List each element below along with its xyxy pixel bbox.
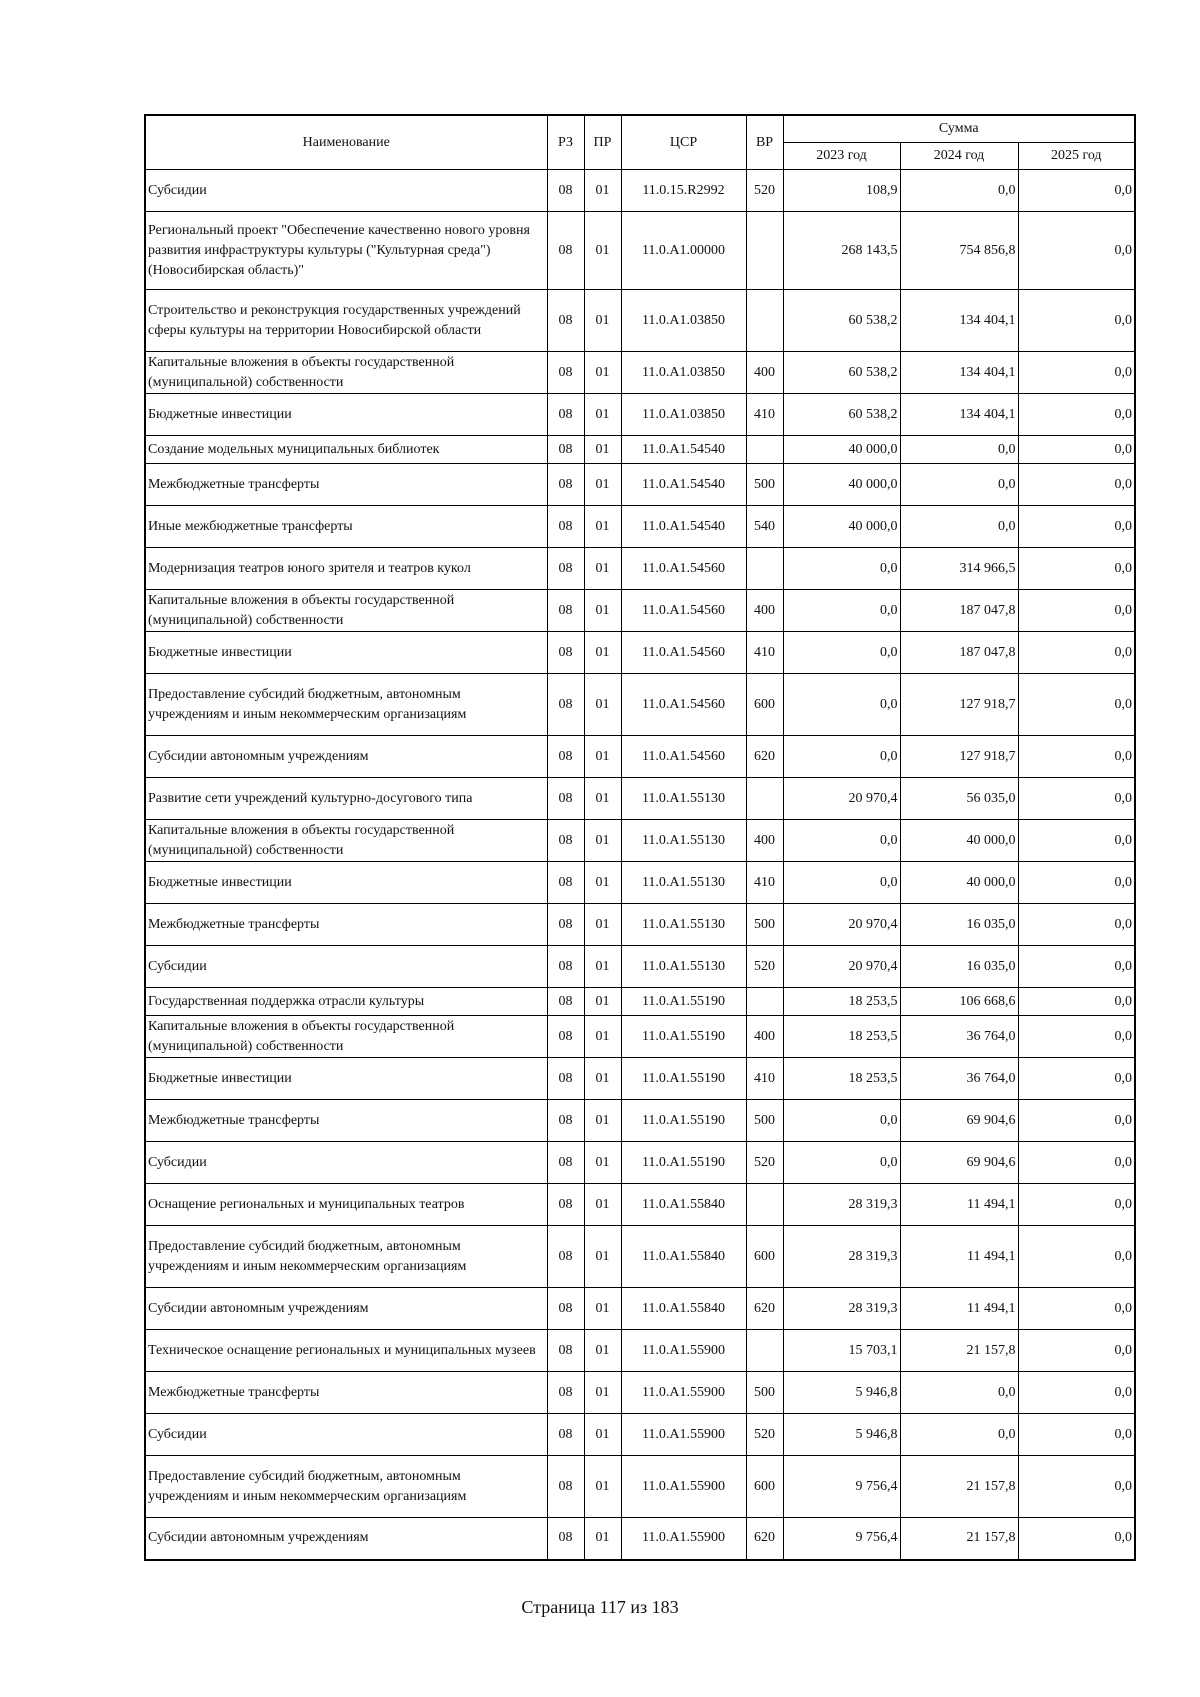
- table-body: [145, 170, 1135, 1560]
- table-row: [145, 674, 1135, 736]
- cell-csr: 11.0.A1.55130: [621, 862, 746, 904]
- cell-2023: 60 538,2: [783, 290, 900, 352]
- cell-2025: 0,0: [1018, 1456, 1135, 1518]
- cell-rz: 08: [547, 1288, 584, 1330]
- cell-rz: 08: [547, 212, 584, 290]
- cell-csr: 11.0.A1.00000: [621, 212, 746, 290]
- cell-pr: 01: [584, 1414, 621, 1456]
- cell-csr: 11.0.A1.54560: [621, 590, 746, 632]
- table-row: [145, 352, 1135, 394]
- cell-csr: 11.0.A1.55900: [621, 1372, 746, 1414]
- header-csr: ЦСР: [621, 115, 746, 170]
- cell-2024: 314 966,5: [900, 548, 1018, 590]
- cell-2024: 0,0: [900, 506, 1018, 548]
- cell-vr: 620: [746, 1288, 783, 1330]
- cell-pr: 01: [584, 436, 621, 464]
- cell-2025: 0,0: [1018, 548, 1135, 590]
- cell-name: Межбюджетные трансферты: [145, 1100, 547, 1142]
- cell-name: Развитие сети учреждений культурно-досугового типа: [145, 778, 547, 820]
- cell-vr: 500: [746, 1372, 783, 1414]
- cell-name: Капитальные вложения в объекты государственной (муниципальной) собственности: [145, 352, 547, 394]
- cell-pr: 01: [584, 212, 621, 290]
- cell-2023: 40 000,0: [783, 464, 900, 506]
- cell-name: Региональный проект "Обеспечение качественно нового уровня развития инфраструктуры культуры ("Культурная среда") (Новосибирская область)": [145, 212, 547, 290]
- cell-pr: 01: [584, 1518, 621, 1560]
- table-row: [145, 1518, 1135, 1560]
- cell-rz: 08: [547, 1100, 584, 1142]
- table-row: [145, 506, 1135, 548]
- cell-2025: 0,0: [1018, 1100, 1135, 1142]
- table-row: [145, 1226, 1135, 1288]
- cell-2024: 69 904,6: [900, 1142, 1018, 1184]
- cell-pr: 01: [584, 1184, 621, 1226]
- cell-2023: 18 253,5: [783, 1016, 900, 1058]
- cell-2024: 0,0: [900, 1372, 1018, 1414]
- table-row: [145, 1288, 1135, 1330]
- cell-2024: 127 918,7: [900, 736, 1018, 778]
- cell-vr: 520: [746, 1414, 783, 1456]
- cell-pr: 01: [584, 1058, 621, 1100]
- header-year-2023: 2023 год: [783, 143, 900, 170]
- cell-name: Капитальные вложения в объекты государственной (муниципальной) собственности: [145, 1016, 547, 1058]
- cell-2025: 0,0: [1018, 632, 1135, 674]
- cell-csr: 11.0.15.R2992: [621, 170, 746, 212]
- table-row: [145, 1330, 1135, 1372]
- cell-pr: 01: [584, 352, 621, 394]
- cell-2025: 0,0: [1018, 988, 1135, 1016]
- cell-csr: 11.0.A1.03850: [621, 290, 746, 352]
- cell-2025: 0,0: [1018, 1288, 1135, 1330]
- cell-vr: 520: [746, 1142, 783, 1184]
- cell-pr: 01: [584, 736, 621, 778]
- cell-vr: 500: [746, 1100, 783, 1142]
- table-row: [145, 464, 1135, 506]
- cell-csr: 11.0.A1.55840: [621, 1184, 746, 1226]
- table-row: [145, 1100, 1135, 1142]
- cell-2023: 15 703,1: [783, 1330, 900, 1372]
- cell-2025: 0,0: [1018, 1414, 1135, 1456]
- cell-2024: 56 035,0: [900, 778, 1018, 820]
- cell-vr: 520: [746, 170, 783, 212]
- cell-rz: 08: [547, 1518, 584, 1560]
- cell-pr: 01: [584, 674, 621, 736]
- cell-name: Предоставление субсидий бюджетным, автономным учреждениям и иным некоммерческим организациям: [145, 1456, 547, 1518]
- cell-2024: 16 035,0: [900, 946, 1018, 988]
- cell-csr: 11.0.A1.54560: [621, 736, 746, 778]
- cell-pr: 01: [584, 290, 621, 352]
- cell-rz: 08: [547, 464, 584, 506]
- cell-csr: 11.0.A1.54540: [621, 464, 746, 506]
- cell-rz: 08: [547, 820, 584, 862]
- cell-2024: 16 035,0: [900, 904, 1018, 946]
- cell-name: Бюджетные инвестиции: [145, 862, 547, 904]
- cell-vr: [746, 1184, 783, 1226]
- cell-2023: 9 756,4: [783, 1456, 900, 1518]
- cell-name: Бюджетные инвестиции: [145, 632, 547, 674]
- cell-2025: 0,0: [1018, 904, 1135, 946]
- cell-name: Субсидии: [145, 946, 547, 988]
- header-name: Наименование: [145, 115, 547, 170]
- table-row: [145, 1058, 1135, 1100]
- cell-pr: 01: [584, 1016, 621, 1058]
- cell-name: Субсидии автономным учреждениям: [145, 1518, 547, 1560]
- cell-rz: 08: [547, 290, 584, 352]
- cell-rz: 08: [547, 1330, 584, 1372]
- cell-name: Государственная поддержка отрасли культуры: [145, 988, 547, 1016]
- cell-rz: 08: [547, 1226, 584, 1288]
- cell-2023: 28 319,3: [783, 1184, 900, 1226]
- cell-2023: 0,0: [783, 674, 900, 736]
- cell-2023: 0,0: [783, 548, 900, 590]
- table-row: [145, 212, 1135, 290]
- cell-2023: 0,0: [783, 1142, 900, 1184]
- cell-2023: 20 970,4: [783, 946, 900, 988]
- cell-rz: 08: [547, 1184, 584, 1226]
- cell-2024: 0,0: [900, 436, 1018, 464]
- table-row: [145, 548, 1135, 590]
- cell-2023: 5 946,8: [783, 1372, 900, 1414]
- cell-2023: 9 756,4: [783, 1518, 900, 1560]
- table-row: [145, 862, 1135, 904]
- cell-vr: 600: [746, 1226, 783, 1288]
- cell-csr: 11.0.A1.55900: [621, 1414, 746, 1456]
- cell-pr: 01: [584, 170, 621, 212]
- cell-2023: 5 946,8: [783, 1414, 900, 1456]
- cell-2023: 60 538,2: [783, 394, 900, 436]
- cell-vr: [746, 1330, 783, 1372]
- cell-name: Капитальные вложения в объекты государственной (муниципальной) собственности: [145, 590, 547, 632]
- cell-2023: 20 970,4: [783, 904, 900, 946]
- table-row: [145, 904, 1135, 946]
- table-row: [145, 1456, 1135, 1518]
- cell-name: Предоставление субсидий бюджетным, автономным учреждениям и иным некоммерческим организациям: [145, 1226, 547, 1288]
- cell-name: Предоставление субсидий бюджетным, автономным учреждениям и иным некоммерческим организациям: [145, 674, 547, 736]
- cell-pr: 01: [584, 590, 621, 632]
- cell-rz: 08: [547, 436, 584, 464]
- cell-pr: 01: [584, 394, 621, 436]
- cell-rz: 08: [547, 674, 584, 736]
- cell-pr: 01: [584, 548, 621, 590]
- cell-vr: 500: [746, 904, 783, 946]
- cell-name: Межбюджетные трансферты: [145, 904, 547, 946]
- page-number: Страница 117 из 183: [521, 1597, 679, 1617]
- cell-pr: 01: [584, 862, 621, 904]
- cell-csr: 11.0.A1.55190: [621, 988, 746, 1016]
- cell-2024: 0,0: [900, 1414, 1018, 1456]
- cell-csr: 11.0.A1.54540: [621, 436, 746, 464]
- cell-2024: 11 494,1: [900, 1184, 1018, 1226]
- table-row: [145, 1184, 1135, 1226]
- cell-csr: 11.0.A1.55900: [621, 1518, 746, 1560]
- cell-2023: 60 538,2: [783, 352, 900, 394]
- cell-2024: 134 404,1: [900, 290, 1018, 352]
- cell-vr: [746, 436, 783, 464]
- cell-name: Капитальные вложения в объекты государственной (муниципальной) собственности: [145, 820, 547, 862]
- cell-rz: 08: [547, 1372, 584, 1414]
- cell-2025: 0,0: [1018, 1372, 1135, 1414]
- cell-2025: 0,0: [1018, 506, 1135, 548]
- table-row: [145, 394, 1135, 436]
- cell-2025: 0,0: [1018, 946, 1135, 988]
- cell-2023: 40 000,0: [783, 436, 900, 464]
- cell-name: Бюджетные инвестиции: [145, 394, 547, 436]
- cell-pr: 01: [584, 632, 621, 674]
- table-row: [145, 590, 1135, 632]
- cell-2023: 268 143,5: [783, 212, 900, 290]
- header-year-2024: 2024 год: [900, 143, 1018, 170]
- cell-2025: 0,0: [1018, 212, 1135, 290]
- cell-csr: 11.0.A1.54560: [621, 674, 746, 736]
- cell-vr: 400: [746, 1016, 783, 1058]
- cell-vr: 520: [746, 946, 783, 988]
- cell-2025: 0,0: [1018, 590, 1135, 632]
- cell-vr: 600: [746, 1456, 783, 1518]
- cell-pr: 01: [584, 820, 621, 862]
- cell-2025: 0,0: [1018, 1016, 1135, 1058]
- header-pr: ПР: [584, 115, 621, 170]
- cell-2024: 187 047,8: [900, 632, 1018, 674]
- cell-csr: 11.0.A1.55900: [621, 1456, 746, 1518]
- cell-name: Субсидии: [145, 170, 547, 212]
- cell-pr: 01: [584, 1330, 621, 1372]
- cell-rz: 08: [547, 590, 584, 632]
- cell-vr: 400: [746, 352, 783, 394]
- cell-rz: 08: [547, 1414, 584, 1456]
- cell-2025: 0,0: [1018, 1058, 1135, 1100]
- cell-vr: 400: [746, 590, 783, 632]
- cell-2024: 21 157,8: [900, 1330, 1018, 1372]
- table-row: [145, 946, 1135, 988]
- table-row: [145, 988, 1135, 1016]
- cell-2024: 40 000,0: [900, 862, 1018, 904]
- cell-rz: 08: [547, 548, 584, 590]
- cell-2025: 0,0: [1018, 290, 1135, 352]
- cell-rz: 08: [547, 394, 584, 436]
- cell-2023: 0,0: [783, 632, 900, 674]
- table-row: [145, 1414, 1135, 1456]
- table-row: [145, 170, 1135, 212]
- cell-csr: 11.0.A1.55130: [621, 904, 746, 946]
- cell-name: Создание модельных муниципальных библиотек: [145, 436, 547, 464]
- cell-rz: 08: [547, 736, 584, 778]
- cell-2025: 0,0: [1018, 394, 1135, 436]
- cell-vr: 410: [746, 862, 783, 904]
- cell-2025: 0,0: [1018, 862, 1135, 904]
- cell-vr: [746, 212, 783, 290]
- cell-pr: 01: [584, 1288, 621, 1330]
- cell-name: Оснащение региональных и муниципальных театров: [145, 1184, 547, 1226]
- cell-2023: 0,0: [783, 820, 900, 862]
- cell-name: Субсидии автономным учреждениям: [145, 736, 547, 778]
- table-row: [145, 820, 1135, 862]
- cell-vr: 410: [746, 632, 783, 674]
- cell-name: Субсидии автономным учреждениям: [145, 1288, 547, 1330]
- cell-2025: 0,0: [1018, 778, 1135, 820]
- cell-vr: [746, 548, 783, 590]
- table-row: [145, 632, 1135, 674]
- cell-rz: 08: [547, 1016, 584, 1058]
- cell-pr: 01: [584, 988, 621, 1016]
- table-row: [145, 778, 1135, 820]
- table-row: [145, 736, 1135, 778]
- cell-2023: 18 253,5: [783, 988, 900, 1016]
- cell-rz: 08: [547, 946, 584, 988]
- budget-table: [144, 114, 1136, 1561]
- cell-csr: 11.0.A1.55130: [621, 778, 746, 820]
- cell-name: Субсидии: [145, 1414, 547, 1456]
- cell-csr: 11.0.A1.55190: [621, 1058, 746, 1100]
- cell-2025: 0,0: [1018, 436, 1135, 464]
- cell-pr: 01: [584, 904, 621, 946]
- cell-2024: 40 000,0: [900, 820, 1018, 862]
- cell-name: Строительство и реконструкция государственных учреждений сферы культуры на территории Новосибирской области: [145, 290, 547, 352]
- cell-2024: 36 764,0: [900, 1016, 1018, 1058]
- cell-2023: 0,0: [783, 590, 900, 632]
- table-row: [145, 436, 1135, 464]
- cell-2025: 0,0: [1018, 1330, 1135, 1372]
- cell-2025: 0,0: [1018, 820, 1135, 862]
- table-row: [145, 1372, 1135, 1414]
- cell-2023: 40 000,0: [783, 506, 900, 548]
- cell-vr: 600: [746, 674, 783, 736]
- cell-2025: 0,0: [1018, 170, 1135, 212]
- cell-2025: 0,0: [1018, 1142, 1135, 1184]
- cell-csr: 11.0.A1.54560: [621, 632, 746, 674]
- cell-2024: 754 856,8: [900, 212, 1018, 290]
- cell-2023: 108,9: [783, 170, 900, 212]
- cell-pr: 01: [584, 778, 621, 820]
- cell-name: Техническое оснащение региональных и муниципальных музеев: [145, 1330, 547, 1372]
- cell-name: Межбюджетные трансферты: [145, 464, 547, 506]
- cell-pr: 01: [584, 1100, 621, 1142]
- cell-2025: 0,0: [1018, 464, 1135, 506]
- cell-rz: 08: [547, 632, 584, 674]
- cell-2023: 0,0: [783, 862, 900, 904]
- cell-2023: 28 319,3: [783, 1226, 900, 1288]
- cell-2024: 21 157,8: [900, 1456, 1018, 1518]
- cell-csr: 11.0.A1.55840: [621, 1226, 746, 1288]
- cell-csr: 11.0.A1.55130: [621, 820, 746, 862]
- cell-2024: 134 404,1: [900, 394, 1018, 436]
- cell-csr: 11.0.A1.55190: [621, 1016, 746, 1058]
- cell-vr: 620: [746, 736, 783, 778]
- cell-2025: 0,0: [1018, 352, 1135, 394]
- cell-csr: 11.0.A1.55900: [621, 1330, 746, 1372]
- cell-vr: [746, 290, 783, 352]
- cell-csr: 11.0.A1.03850: [621, 352, 746, 394]
- header-year-2025: 2025 год: [1018, 143, 1135, 170]
- cell-rz: 08: [547, 170, 584, 212]
- cell-name: Субсидии: [145, 1142, 547, 1184]
- header-sum: Сумма: [783, 115, 1135, 143]
- cell-2025: 0,0: [1018, 1226, 1135, 1288]
- cell-pr: 01: [584, 1142, 621, 1184]
- cell-csr: 11.0.A1.54560: [621, 548, 746, 590]
- cell-rz: 08: [547, 988, 584, 1016]
- table-row: [145, 1142, 1135, 1184]
- cell-vr: 620: [746, 1518, 783, 1560]
- cell-vr: 410: [746, 394, 783, 436]
- cell-2024: 69 904,6: [900, 1100, 1018, 1142]
- cell-2024: 127 918,7: [900, 674, 1018, 736]
- cell-rz: 08: [547, 1456, 584, 1518]
- cell-2023: 28 319,3: [783, 1288, 900, 1330]
- cell-2023: 18 253,5: [783, 1058, 900, 1100]
- cell-name: Модернизация театров юного зрителя и театров кукол: [145, 548, 547, 590]
- cell-2025: 0,0: [1018, 736, 1135, 778]
- cell-2024: 11 494,1: [900, 1288, 1018, 1330]
- cell-name: Иные межбюджетные трансферты: [145, 506, 547, 548]
- cell-rz: 08: [547, 352, 584, 394]
- cell-pr: 01: [584, 506, 621, 548]
- cell-2023: 0,0: [783, 736, 900, 778]
- cell-csr: 11.0.A1.55130: [621, 946, 746, 988]
- cell-2024: 187 047,8: [900, 590, 1018, 632]
- cell-vr: 500: [746, 464, 783, 506]
- cell-vr: 400: [746, 820, 783, 862]
- cell-rz: 08: [547, 1142, 584, 1184]
- cell-2023: 0,0: [783, 1100, 900, 1142]
- header-rz: РЗ: [547, 115, 584, 170]
- cell-2023: 20 970,4: [783, 778, 900, 820]
- cell-pr: 01: [584, 946, 621, 988]
- cell-2024: 36 764,0: [900, 1058, 1018, 1100]
- cell-name: Межбюджетные трансферты: [145, 1372, 547, 1414]
- cell-2025: 0,0: [1018, 1184, 1135, 1226]
- cell-vr: 540: [746, 506, 783, 548]
- cell-2024: 106 668,6: [900, 988, 1018, 1016]
- cell-2024: 0,0: [900, 170, 1018, 212]
- cell-csr: 11.0.A1.03850: [621, 394, 746, 436]
- cell-pr: 01: [584, 1226, 621, 1288]
- header-vr: ВР: [746, 115, 783, 170]
- cell-vr: [746, 988, 783, 1016]
- cell-2025: 0,0: [1018, 1518, 1135, 1560]
- cell-csr: 11.0.A1.55840: [621, 1288, 746, 1330]
- cell-vr: 410: [746, 1058, 783, 1100]
- cell-2024: 0,0: [900, 464, 1018, 506]
- cell-pr: 01: [584, 464, 621, 506]
- table-row: [145, 1016, 1135, 1058]
- cell-2024: 21 157,8: [900, 1518, 1018, 1560]
- cell-pr: 01: [584, 1372, 621, 1414]
- cell-rz: 08: [547, 862, 584, 904]
- cell-2024: 134 404,1: [900, 352, 1018, 394]
- cell-vr: [746, 778, 783, 820]
- cell-rz: 08: [547, 904, 584, 946]
- cell-2025: 0,0: [1018, 674, 1135, 736]
- cell-csr: 11.0.A1.55190: [621, 1142, 746, 1184]
- table-header: [145, 115, 1135, 170]
- table-row: [145, 290, 1135, 352]
- cell-rz: 08: [547, 506, 584, 548]
- cell-csr: 11.0.A1.55190: [621, 1100, 746, 1142]
- cell-name: Бюджетные инвестиции: [145, 1058, 547, 1100]
- cell-csr: 11.0.A1.54540: [621, 506, 746, 548]
- cell-2024: 11 494,1: [900, 1226, 1018, 1288]
- cell-rz: 08: [547, 778, 584, 820]
- cell-rz: 08: [547, 1058, 584, 1100]
- cell-pr: 01: [584, 1456, 621, 1518]
